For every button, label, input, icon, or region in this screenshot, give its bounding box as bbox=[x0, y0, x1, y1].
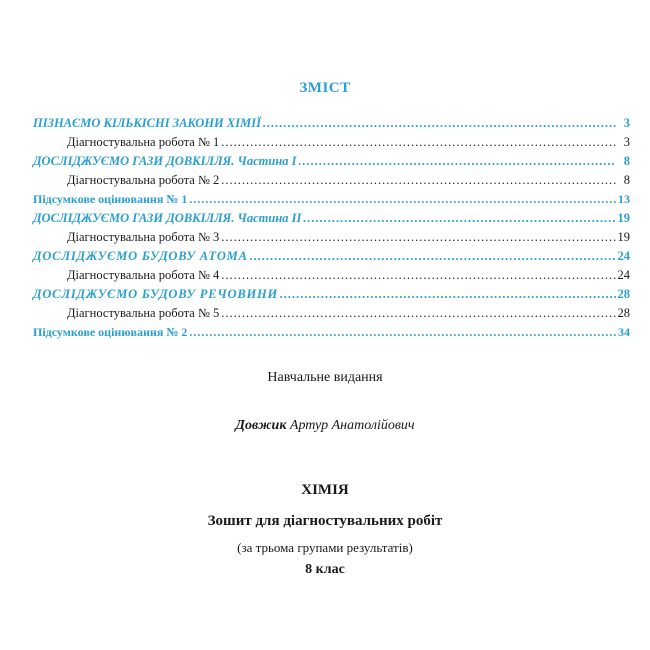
edition-type: Навчальне видання bbox=[267, 370, 383, 385]
leader-dots bbox=[221, 304, 615, 323]
leader-dots bbox=[221, 228, 615, 247]
toc-row bbox=[33, 209, 630, 228]
toc-row-label: ДОСЛІДЖУЄМО ГАЗИ ДОВКІЛЛЯ. Частина ІІ bbox=[33, 211, 302, 225]
leader-dots bbox=[189, 323, 616, 342]
toc-row-page: 3 bbox=[623, 116, 630, 130]
author-surname: Довжик bbox=[235, 418, 287, 433]
toc-row-label: ДОСЛІДЖУЄМО БУДОВУ РЕЧОВИНИ bbox=[33, 287, 279, 301]
leader-dots bbox=[280, 285, 615, 304]
toc-row bbox=[33, 266, 630, 285]
leader-dots bbox=[221, 133, 616, 152]
toc-row bbox=[33, 228, 630, 247]
leader-dots bbox=[250, 247, 616, 266]
toc-row-page: 28 bbox=[617, 287, 630, 301]
subject-title: ХІМІЯ bbox=[301, 482, 349, 498]
toc-row-page: 24 bbox=[617, 268, 630, 282]
leader-dots bbox=[189, 190, 616, 209]
toc-row-label: Діагностувальна робота № 2 bbox=[67, 173, 220, 187]
table-of-contents bbox=[33, 114, 630, 342]
book-subtitle: (за трьома групами результатів) bbox=[237, 540, 413, 555]
leader-dots bbox=[263, 114, 616, 133]
toc-row bbox=[33, 133, 630, 152]
toc-row-label: Діагностувальна робота № 5 bbox=[67, 306, 220, 320]
toc-row bbox=[33, 152, 630, 171]
toc-row-page: 28 bbox=[617, 306, 630, 320]
author-name bbox=[0, 418, 650, 434]
grade-label: 8 клас bbox=[305, 562, 345, 577]
toc-row-page: 13 bbox=[618, 192, 630, 206]
toc-row-label: Діагностувальна робота № 1 bbox=[67, 135, 220, 149]
leader-dots bbox=[221, 171, 616, 190]
toc-row bbox=[33, 247, 630, 266]
toc-row-page: 34 bbox=[618, 325, 630, 339]
toc-title: ЗМІСТ bbox=[299, 80, 351, 96]
toc-row-label: Підсумкове оцінювання № 1 bbox=[33, 192, 188, 206]
toc-row-label: Підсумкове оцінювання № 2 bbox=[33, 325, 188, 339]
toc-row bbox=[33, 190, 630, 209]
toc-row-label: Діагностувальна робота № 3 bbox=[67, 230, 220, 244]
toc-row bbox=[33, 114, 630, 133]
toc-row-label: ДОСЛІДЖУЄМО ГАЗИ ДОВКІЛЛЯ. Частина І bbox=[33, 154, 297, 168]
toc-row bbox=[33, 285, 630, 304]
book-title: Зошит для діагностувальних робіт bbox=[207, 513, 443, 529]
author-given-names: Артур Анатолійович bbox=[289, 418, 415, 433]
toc-row-label: ПІЗНАЄМО КІЛЬКІСНІ ЗАКОНИ ХІМІЇ bbox=[33, 116, 261, 130]
leader-dots bbox=[221, 266, 615, 285]
leader-dots bbox=[303, 209, 615, 228]
toc-row bbox=[33, 171, 630, 190]
toc-row-page: 8 bbox=[623, 173, 630, 187]
toc-row-label: Діагностувальна робота № 4 bbox=[67, 268, 220, 282]
toc-row bbox=[33, 304, 630, 323]
leader-dots bbox=[299, 152, 616, 171]
toc-row-page: 19 bbox=[617, 211, 630, 225]
toc-row-page: 19 bbox=[617, 230, 630, 244]
toc-row-page: 3 bbox=[623, 135, 630, 149]
toc-row bbox=[33, 323, 630, 342]
toc-row-page: 24 bbox=[617, 249, 630, 263]
toc-row-page: 8 bbox=[623, 154, 630, 168]
toc-row-label: ДОСЛІДЖУЄМО БУДОВУ АТОМА bbox=[33, 249, 248, 263]
